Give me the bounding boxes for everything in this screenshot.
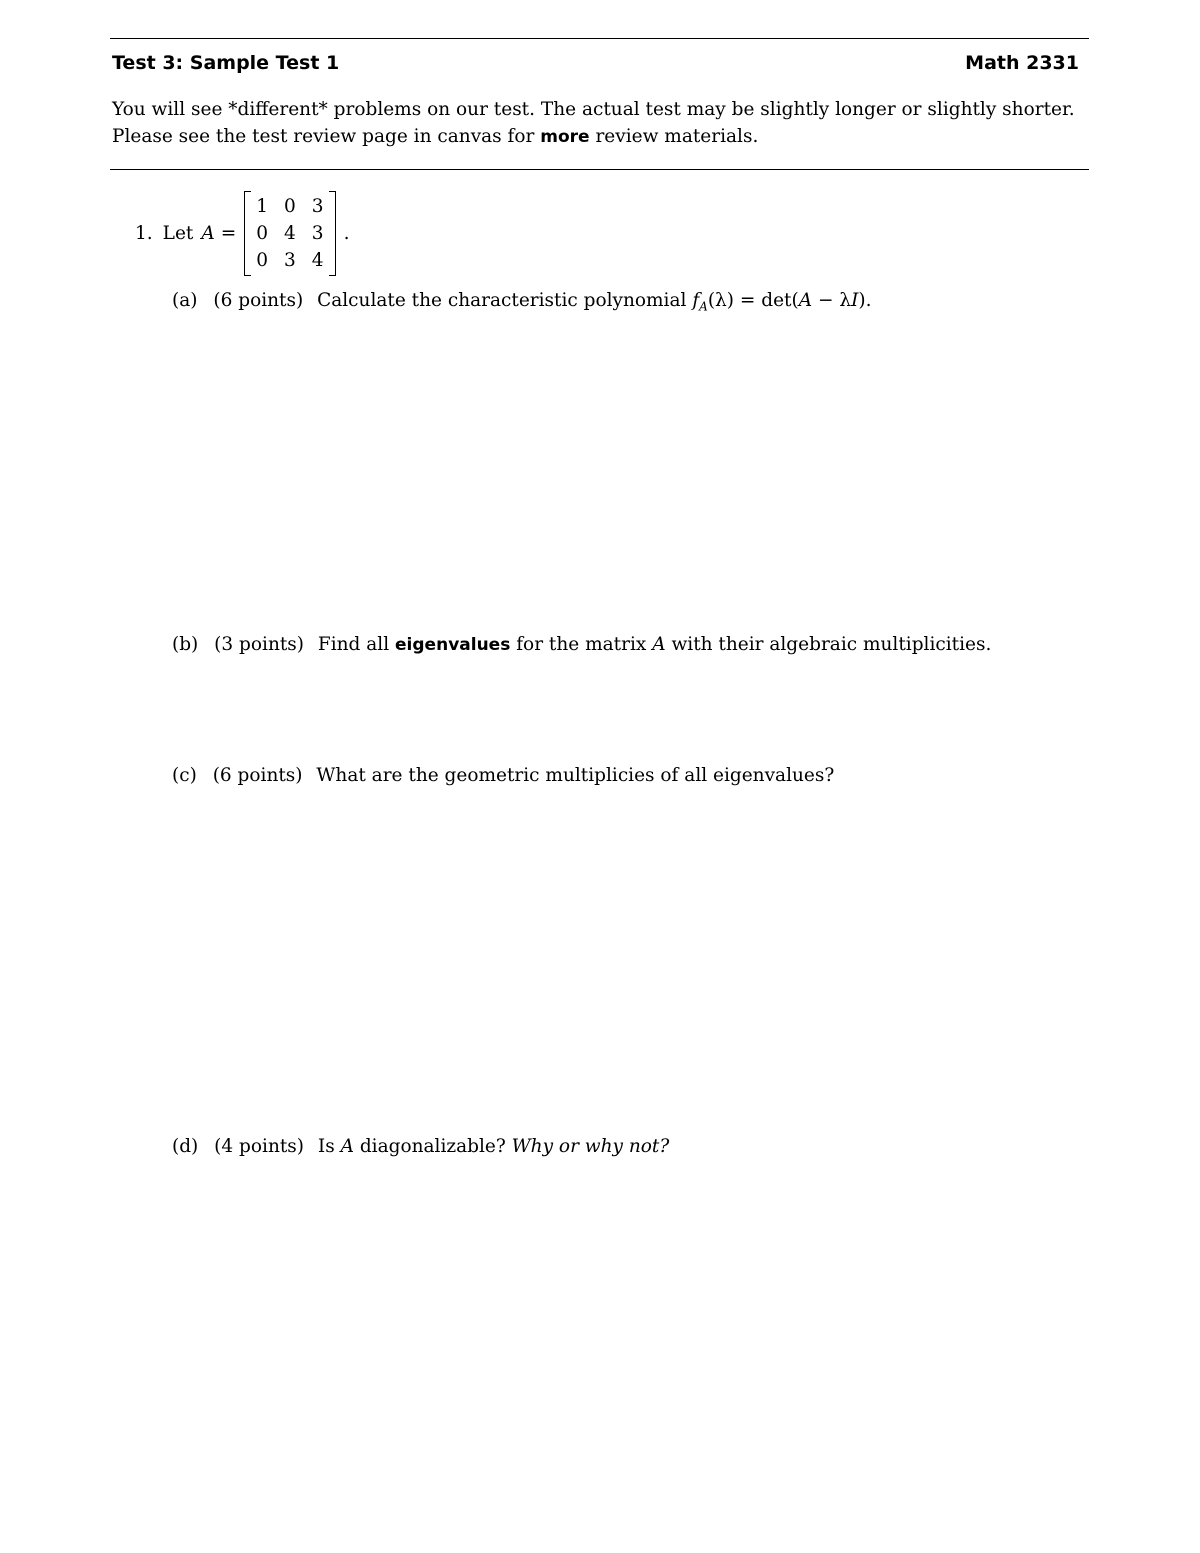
matrix-a [244, 191, 335, 276]
intro-line-2-pre: Please see the test review page in canvas for [112, 126, 541, 147]
intro-bold-word: more [540, 127, 590, 147]
matrix-cell: 0 [256, 223, 268, 244]
part-b-text-pre: Find all [317, 634, 396, 655]
equals-sign: = [220, 223, 237, 244]
part-a-label: (a) [172, 290, 198, 311]
matrix-cell: 3 [311, 223, 324, 244]
course-title: Math 2331 [965, 52, 1079, 74]
matrix-cell: 4 [311, 250, 324, 271]
test-title: Test 3: Sample Test 1 [112, 52, 340, 74]
matrix-cell: 4 [284, 223, 296, 244]
part-c [172, 765, 834, 786]
matrix-row [254, 247, 325, 274]
part-d-points: (4 points) [214, 1136, 304, 1157]
part-b-text-post: with their algebraic multiplicities. [665, 634, 992, 655]
part-b-points: (3 points) [214, 634, 304, 655]
part-d-text-post: diagonalizable? [353, 1136, 512, 1157]
part-a-var-a: A [798, 290, 813, 311]
matrix-cell: 3 [311, 196, 324, 217]
matrix-cell: 0 [284, 196, 296, 217]
part-c-text: What are the geometric multiplicies of all eigenvalues? [316, 765, 835, 786]
part-a [172, 290, 872, 314]
part-a-minus: − λ [812, 290, 852, 311]
part-c-points: (6 points) [212, 765, 303, 786]
part-a-end: ). [858, 290, 872, 311]
matrix-row [254, 193, 325, 220]
part-b-bold: eigenvalues [395, 635, 511, 655]
part-a-f: f [692, 290, 700, 311]
part-a-math: (λ) = det( [707, 290, 799, 311]
problem-number: 1. [135, 223, 153, 244]
part-d-italic: Why or why not? [511, 1136, 670, 1157]
part-b-label: (b) [172, 634, 199, 655]
matrix-cell: 3 [284, 250, 296, 271]
intro-line-2 [112, 123, 1092, 151]
part-d-text-pre: Is [317, 1136, 341, 1157]
header-bottom-rule [110, 169, 1089, 170]
page-header [112, 52, 1079, 74]
matrix-variable: A [201, 223, 215, 244]
problem-let: Let [162, 223, 194, 244]
part-d-label: (d) [172, 1136, 199, 1157]
part-d-var: A [340, 1136, 354, 1157]
intro-line-2-post: review materials. [589, 126, 759, 147]
matrix-cell: 0 [256, 250, 268, 271]
matrix-period: . [343, 223, 350, 244]
intro-line-1: You will see *different* problems on our test. The actual test may be slightly longer or slightly shorter. [112, 99, 1075, 120]
matrix-row [254, 220, 325, 247]
matrix-cell: 1 [256, 196, 268, 217]
part-a-sub: A [699, 299, 708, 314]
intro-text [112, 96, 1092, 151]
part-d [172, 1136, 669, 1157]
part-a-text: Calculate the characteristic polynomial [317, 290, 693, 311]
header-top-rule [110, 38, 1089, 39]
part-a-var-i: I [851, 290, 859, 311]
part-c-label: (c) [172, 765, 197, 786]
problem-1 [135, 191, 349, 276]
part-a-points: (6 points) [213, 290, 304, 311]
part-b-text-mid: for the matrix [510, 634, 653, 655]
part-b-var: A [652, 634, 666, 655]
part-b [172, 634, 991, 655]
